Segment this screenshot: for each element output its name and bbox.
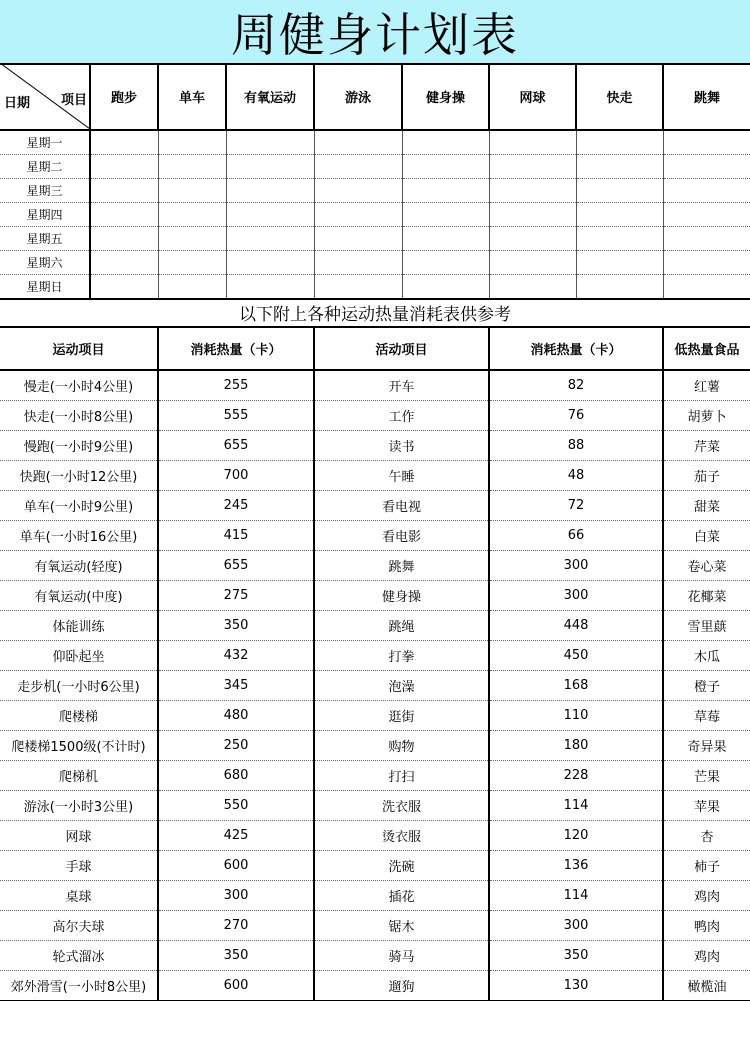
table-row (0, 461, 750, 491)
activity-calories[interactable]: 180 (489, 731, 663, 761)
exercise-name[interactable]: 游泳(一小时3公里) (0, 791, 158, 821)
plan-cell[interactable] (663, 130, 750, 155)
exercise-calories[interactable]: 415 (158, 521, 314, 551)
table-row (0, 401, 750, 431)
day-label[interactable]: 星期二 (0, 155, 90, 179)
exercise-name[interactable]: 仰卧起坐 (0, 641, 158, 671)
plan-cell[interactable] (158, 203, 226, 227)
exercise-calories[interactable]: 255 (158, 370, 314, 401)
activity-name[interactable]: 洗碗 (314, 851, 489, 881)
plan-cell[interactable] (314, 179, 402, 203)
activity-header-1[interactable]: 单车 (158, 63, 226, 130)
low-calorie-food[interactable]: 鸡肉 (663, 941, 750, 971)
plan-row (0, 203, 750, 227)
activity-calories[interactable]: 350 (489, 941, 663, 971)
plan-cell[interactable] (226, 227, 314, 251)
activity-name[interactable]: 遛狗 (314, 971, 489, 1001)
plan-cell[interactable] (576, 275, 663, 300)
table-row (0, 370, 750, 401)
exercise-calories[interactable]: 345 (158, 671, 314, 701)
low-calorie-food[interactable]: 花椰菜 (663, 581, 750, 611)
activity-name[interactable]: 泡澡 (314, 671, 489, 701)
plan-cell[interactable] (489, 130, 576, 155)
activity-calories[interactable]: 130 (489, 971, 663, 1001)
exercise-calories[interactable]: 350 (158, 611, 314, 641)
table-row (0, 491, 750, 521)
plan-cell[interactable] (90, 275, 158, 300)
activity-calories[interactable]: 72 (489, 491, 663, 521)
exercise-calories[interactable]: 432 (158, 641, 314, 671)
table-row (0, 761, 750, 791)
low-calorie-food[interactable]: 卷心菜 (663, 551, 750, 581)
activity-name[interactable]: 锯木 (314, 911, 489, 941)
activity-header-3[interactable]: 游泳 (314, 63, 402, 130)
plan-cell[interactable] (489, 155, 576, 179)
plan-cell[interactable] (663, 275, 750, 300)
table-row (0, 611, 750, 641)
activity-name[interactable]: 健身操 (314, 581, 489, 611)
plan-cell[interactable] (314, 251, 402, 275)
activity-calories[interactable]: 48 (489, 461, 663, 491)
low-calorie-food[interactable]: 木瓜 (663, 641, 750, 671)
low-calorie-food[interactable]: 橙子 (663, 671, 750, 701)
activity-calories[interactable]: 120 (489, 821, 663, 851)
exercise-name[interactable]: 体能训练 (0, 611, 158, 641)
day-label[interactable]: 星期三 (0, 179, 90, 203)
reference-header-row (0, 327, 750, 370)
plan-cell[interactable] (158, 227, 226, 251)
plan-cell[interactable] (314, 155, 402, 179)
plan-cell[interactable] (663, 203, 750, 227)
plan-cell[interactable] (402, 227, 489, 251)
plan-cell[interactable] (489, 203, 576, 227)
exercise-name[interactable]: 快跑(一小时12公里) (0, 461, 158, 491)
plan-cell[interactable] (402, 155, 489, 179)
day-label[interactable]: 星期一 (0, 130, 90, 155)
low-calorie-food[interactable]: 芹菜 (663, 431, 750, 461)
table-row (0, 641, 750, 671)
day-label[interactable]: 星期六 (0, 251, 90, 275)
plan-cell[interactable] (226, 179, 314, 203)
plan-cell[interactable] (90, 179, 158, 203)
exercise-calories[interactable]: 270 (158, 911, 314, 941)
plan-cell[interactable] (663, 227, 750, 251)
plan-cell[interactable] (402, 275, 489, 300)
exercise-calories[interactable]: 250 (158, 731, 314, 761)
plan-cell[interactable] (489, 227, 576, 251)
exercise-calories[interactable]: 555 (158, 401, 314, 431)
activity-calories[interactable]: 136 (489, 851, 663, 881)
low-calorie-food[interactable]: 红薯 (663, 370, 750, 401)
plan-row (0, 155, 750, 179)
reference-header-0[interactable]: 运动项目 (0, 327, 158, 370)
plan-row (0, 179, 750, 203)
calorie-reference-table (0, 327, 750, 1001)
plan-row (0, 227, 750, 251)
exercise-calories[interactable]: 600 (158, 851, 314, 881)
exercise-calories[interactable]: 300 (158, 881, 314, 911)
exercise-name[interactable]: 慢跑(一小时9公里) (0, 431, 158, 461)
low-calorie-food[interactable]: 橄榄油 (663, 971, 750, 1001)
plan-cell[interactable] (663, 179, 750, 203)
page-title: 周健身计划表 (231, 7, 519, 62)
activity-name[interactable]: 逛街 (314, 701, 489, 731)
exercise-calories[interactable]: 425 (158, 821, 314, 851)
activity-name[interactable]: 看电影 (314, 521, 489, 551)
exercise-calories[interactable]: 600 (158, 971, 314, 1001)
activity-calories[interactable]: 168 (489, 671, 663, 701)
exercise-calories[interactable]: 480 (158, 701, 314, 731)
plan-cell[interactable] (226, 251, 314, 275)
plan-cell[interactable] (90, 251, 158, 275)
plan-cell[interactable] (489, 179, 576, 203)
plan-row (0, 275, 750, 300)
plan-cell[interactable] (314, 130, 402, 155)
plan-cell[interactable] (663, 251, 750, 275)
low-calorie-food[interactable]: 胡萝卜 (663, 401, 750, 431)
title-row (0, 0, 750, 65)
activity-calories[interactable]: 228 (489, 761, 663, 791)
table-row (0, 911, 750, 941)
corner-label-item: 项目 (60, 93, 87, 108)
low-calorie-food[interactable]: 芒果 (663, 761, 750, 791)
table-row (0, 851, 750, 881)
exercise-name[interactable]: 爬楼梯 (0, 701, 158, 731)
activity-name[interactable]: 购物 (314, 731, 489, 761)
exercise-calories[interactable]: 275 (158, 581, 314, 611)
exercise-name[interactable]: 单车(一小时9公里) (0, 491, 158, 521)
table-row (0, 731, 750, 761)
activity-name[interactable]: 烫衣服 (314, 821, 489, 851)
table-row (0, 971, 750, 1001)
table-row (0, 581, 750, 611)
weekly-plan-table (0, 63, 750, 300)
plan-cell[interactable] (314, 203, 402, 227)
activity-header-0[interactable]: 跑步 (90, 63, 158, 130)
plan-cell[interactable] (402, 179, 489, 203)
plan-cell[interactable] (576, 130, 663, 155)
plan-cell[interactable] (314, 227, 402, 251)
exercise-name[interactable]: 单车(一小时16公里) (0, 521, 158, 551)
low-calorie-food[interactable]: 白菜 (663, 521, 750, 551)
corner-cell[interactable] (0, 63, 90, 130)
day-label[interactable]: 星期日 (0, 275, 90, 300)
exercise-name[interactable]: 轮式溜冰 (0, 941, 158, 971)
plan-cell[interactable] (576, 227, 663, 251)
activity-calories[interactable]: 300 (489, 551, 663, 581)
exercise-calories[interactable]: 245 (158, 491, 314, 521)
plan-cell[interactable] (576, 203, 663, 227)
exercise-name[interactable]: 有氧运动(轻度) (0, 551, 158, 581)
activity-calories[interactable]: 450 (489, 641, 663, 671)
activity-header-5[interactable]: 网球 (489, 63, 576, 130)
plan-cell[interactable] (90, 155, 158, 179)
plan-cell[interactable] (90, 203, 158, 227)
low-calorie-food[interactable]: 鸭肉 (663, 911, 750, 941)
reference-header-4[interactable]: 低热量食品 (663, 327, 750, 370)
activity-name[interactable]: 开车 (314, 370, 489, 401)
activity-calories[interactable]: 88 (489, 431, 663, 461)
low-calorie-food[interactable]: 苹果 (663, 791, 750, 821)
activity-name[interactable]: 洗衣服 (314, 791, 489, 821)
plan-cell[interactable] (158, 251, 226, 275)
reference-header-1[interactable]: 消耗热量（卡） (158, 327, 314, 370)
low-calorie-food[interactable]: 草莓 (663, 701, 750, 731)
exercise-name[interactable]: 网球 (0, 821, 158, 851)
activity-calories[interactable]: 114 (489, 881, 663, 911)
activity-name[interactable]: 读书 (314, 431, 489, 461)
day-label[interactable]: 星期五 (0, 227, 90, 251)
plan-cell[interactable] (663, 155, 750, 179)
activity-header-6[interactable]: 快走 (576, 63, 663, 130)
plan-header-row (0, 63, 750, 130)
activity-header-4[interactable]: 健身操 (402, 63, 489, 130)
table-row (0, 431, 750, 461)
activity-name[interactable]: 午睡 (314, 461, 489, 491)
low-calorie-food[interactable]: 茄子 (663, 461, 750, 491)
activity-calories[interactable]: 82 (489, 370, 663, 401)
table-row (0, 941, 750, 971)
low-calorie-food[interactable]: 杏 (663, 821, 750, 851)
plan-cell[interactable] (226, 203, 314, 227)
reference-header-3[interactable]: 消耗热量（卡） (489, 327, 663, 370)
table-row (0, 551, 750, 581)
activity-calories[interactable]: 114 (489, 791, 663, 821)
exercise-calories[interactable]: 550 (158, 791, 314, 821)
low-calorie-food[interactable]: 鸡肉 (663, 881, 750, 911)
plan-cell[interactable] (226, 130, 314, 155)
plan-cell[interactable] (489, 275, 576, 300)
activity-name[interactable]: 跳舞 (314, 551, 489, 581)
plan-row (0, 251, 750, 275)
plan-cell[interactable] (90, 227, 158, 251)
low-calorie-food[interactable]: 甜菜 (663, 491, 750, 521)
activity-name[interactable]: 打拳 (314, 641, 489, 671)
table-row (0, 671, 750, 701)
activity-header-2[interactable]: 有氧运动 (226, 63, 314, 130)
activity-name[interactable]: 打扫 (314, 761, 489, 791)
plan-cell[interactable] (576, 155, 663, 179)
activity-name[interactable]: 跳绳 (314, 611, 489, 641)
exercise-name[interactable]: 手球 (0, 851, 158, 881)
exercise-name[interactable]: 桌球 (0, 881, 158, 911)
exercise-calories[interactable]: 655 (158, 431, 314, 461)
activity-calories[interactable]: 66 (489, 521, 663, 551)
activity-calories[interactable]: 300 (489, 581, 663, 611)
activity-header-7[interactable]: 跳舞 (663, 63, 750, 130)
exercise-name[interactable]: 高尔夫球 (0, 911, 158, 941)
plan-cell[interactable] (402, 203, 489, 227)
plan-row (0, 130, 750, 155)
exercise-calories[interactable]: 700 (158, 461, 314, 491)
plan-cell[interactable] (576, 179, 663, 203)
activity-name[interactable]: 工作 (314, 401, 489, 431)
plan-cell[interactable] (158, 130, 226, 155)
plan-cell[interactable] (402, 130, 489, 155)
plan-cell[interactable] (226, 275, 314, 300)
plan-cell[interactable] (314, 275, 402, 300)
exercise-name[interactable]: 爬梯机 (0, 761, 158, 791)
plan-cell[interactable] (90, 130, 158, 155)
plan-cell[interactable] (158, 155, 226, 179)
table-row (0, 701, 750, 731)
plan-cell[interactable] (576, 251, 663, 275)
plan-cell[interactable] (226, 155, 314, 179)
plan-cell[interactable] (402, 251, 489, 275)
reference-caption: 以下附上各种运动热量消耗表供参考 (0, 303, 750, 328)
activity-calories[interactable]: 76 (489, 401, 663, 431)
low-calorie-food[interactable]: 奇异果 (663, 731, 750, 761)
table-row (0, 881, 750, 911)
activity-name[interactable]: 插花 (314, 881, 489, 911)
plan-cell[interactable] (158, 179, 226, 203)
corner-label-date: 日期 (4, 96, 31, 111)
exercise-calories[interactable]: 655 (158, 551, 314, 581)
exercise-name[interactable]: 快走(一小时8公里) (0, 401, 158, 431)
activity-name[interactable]: 看电视 (314, 491, 489, 521)
activity-calories[interactable]: 448 (489, 611, 663, 641)
activity-name[interactable]: 骑马 (314, 941, 489, 971)
exercise-name[interactable]: 走步机(一小时6公里) (0, 671, 158, 701)
exercise-name[interactable]: 郊外滑雪(一小时8公里) (0, 971, 158, 1001)
activity-calories[interactable]: 300 (489, 911, 663, 941)
exercise-name[interactable]: 慢走(一小时4公里) (0, 370, 158, 401)
exercise-name[interactable]: 有氧运动(中度) (0, 581, 158, 611)
exercise-name[interactable]: 爬楼梯1500级(不计时) (0, 731, 158, 761)
low-calorie-food[interactable]: 柿子 (663, 851, 750, 881)
table-row (0, 521, 750, 551)
reference-header-2[interactable]: 活动项目 (314, 327, 489, 370)
exercise-calories[interactable]: 680 (158, 761, 314, 791)
table-row (0, 821, 750, 851)
plan-cell[interactable] (158, 275, 226, 300)
activity-calories[interactable]: 110 (489, 701, 663, 731)
day-label[interactable]: 星期四 (0, 203, 90, 227)
plan-cell[interactable] (489, 251, 576, 275)
exercise-calories[interactable]: 350 (158, 941, 314, 971)
table-row (0, 791, 750, 821)
low-calorie-food[interactable]: 雪里蕻 (663, 611, 750, 641)
